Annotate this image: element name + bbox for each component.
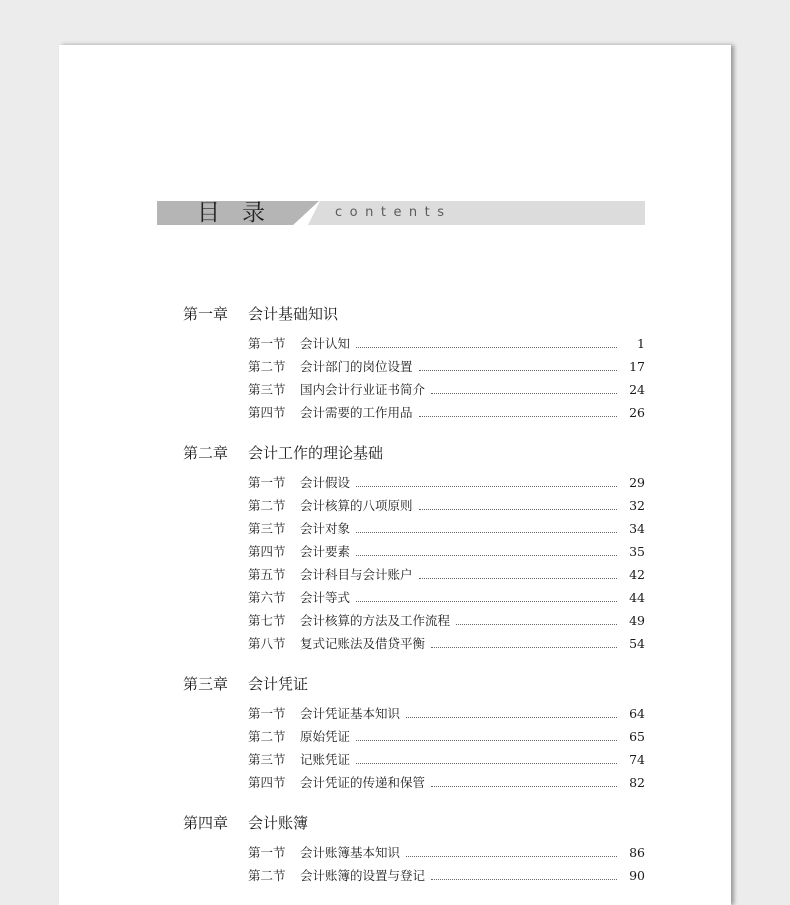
section-title: 会计部门的岗位设置 bbox=[300, 359, 413, 374]
toc-entry[interactable] bbox=[183, 609, 645, 632]
toc-entry[interactable] bbox=[183, 471, 645, 494]
toc-banner bbox=[157, 201, 645, 225]
toc-subtitle: contents bbox=[335, 205, 452, 220]
section-number: 第二节 bbox=[248, 729, 286, 744]
chapter-title: 会计基础知识 bbox=[248, 305, 339, 323]
section-title: 会计核算的方法及工作流程 bbox=[300, 613, 451, 628]
page-number: 49 bbox=[629, 613, 645, 628]
section-number: 第八节 bbox=[248, 636, 286, 651]
page-number: 17 bbox=[629, 359, 645, 374]
section-number: 第三节 bbox=[248, 521, 286, 536]
toc-entry[interactable] bbox=[183, 586, 645, 609]
section-title: 原始凭证 bbox=[300, 729, 351, 744]
section-title: 会计凭证基本知识 bbox=[300, 706, 401, 721]
section-number: 第五节 bbox=[248, 567, 286, 582]
section-number: 第二节 bbox=[248, 359, 286, 374]
page-number: 64 bbox=[629, 706, 645, 721]
section-title: 会计科目与会计账户 bbox=[300, 567, 413, 582]
page-number: 54 bbox=[629, 636, 645, 651]
chapter-block bbox=[183, 303, 645, 424]
section-title: 会计等式 bbox=[300, 590, 351, 605]
section-number: 第六节 bbox=[248, 590, 286, 605]
toc-entry[interactable] bbox=[183, 841, 645, 864]
chapter-heading[interactable] bbox=[183, 303, 645, 325]
page-number: 29 bbox=[629, 475, 645, 490]
section-number: 第七节 bbox=[248, 613, 286, 628]
section-number: 第一节 bbox=[248, 475, 286, 490]
section-number: 第三节 bbox=[248, 382, 286, 397]
dot-leader bbox=[431, 879, 617, 880]
table-of-contents bbox=[183, 303, 645, 905]
page-number: 82 bbox=[629, 775, 645, 790]
section-title: 会计认知 bbox=[300, 336, 351, 351]
toc-entry[interactable] bbox=[183, 355, 645, 378]
chapter-number: 第二章 bbox=[183, 444, 229, 462]
dot-leader bbox=[356, 555, 617, 556]
page-number: 32 bbox=[629, 498, 645, 513]
page-number: 24 bbox=[629, 382, 645, 397]
page-number: 26 bbox=[629, 405, 645, 420]
dot-leader bbox=[456, 624, 617, 625]
toc-entry[interactable] bbox=[183, 563, 645, 586]
dot-leader bbox=[419, 509, 617, 510]
page-number: 34 bbox=[629, 521, 645, 536]
section-title: 记账凭证 bbox=[300, 752, 351, 767]
page-number: 35 bbox=[629, 544, 645, 559]
chapter-title: 会计工作的理论基础 bbox=[248, 444, 384, 462]
toc-entry[interactable] bbox=[183, 401, 645, 424]
dot-leader bbox=[356, 347, 617, 348]
section-title: 会计账簿基本知识 bbox=[300, 845, 401, 860]
section-number: 第二节 bbox=[248, 868, 286, 883]
dot-leader bbox=[431, 647, 617, 648]
dot-leader bbox=[356, 532, 617, 533]
toc-entry[interactable] bbox=[183, 378, 645, 401]
section-number: 第一节 bbox=[248, 336, 286, 351]
dot-leader bbox=[419, 370, 617, 371]
dot-leader bbox=[356, 486, 617, 487]
toc-entry[interactable] bbox=[183, 748, 645, 771]
section-number: 第四节 bbox=[248, 544, 286, 559]
chapter-number: 第一章 bbox=[183, 305, 229, 323]
chapter-number: 第四章 bbox=[183, 814, 229, 832]
page-number: 65 bbox=[629, 729, 645, 744]
section-title: 复式记账法及借贷平衡 bbox=[300, 636, 426, 651]
dot-leader bbox=[406, 717, 617, 718]
section-title: 会计要素 bbox=[300, 544, 351, 559]
toc-entry[interactable] bbox=[183, 494, 645, 517]
dot-leader bbox=[419, 578, 617, 579]
dot-leader bbox=[431, 393, 617, 394]
section-title: 会计账簿的设置与登记 bbox=[300, 868, 426, 883]
section-number: 第四节 bbox=[248, 405, 286, 420]
toc-title: 目录 bbox=[197, 200, 287, 226]
section-number: 第一节 bbox=[248, 706, 286, 721]
section-title: 会计核算的八项原则 bbox=[300, 498, 413, 513]
toc-entry[interactable] bbox=[183, 540, 645, 563]
section-number: 第二节 bbox=[248, 498, 286, 513]
page-number: 74 bbox=[629, 752, 645, 767]
dot-leader bbox=[356, 601, 617, 602]
chapter-block bbox=[183, 812, 645, 887]
page-number: 90 bbox=[629, 868, 645, 883]
chapter-heading[interactable] bbox=[183, 673, 645, 695]
toc-entry[interactable] bbox=[183, 725, 645, 748]
page-number: 44 bbox=[629, 590, 645, 605]
chapter-title: 会计凭证 bbox=[248, 675, 309, 693]
section-title: 国内会计行业证书简介 bbox=[300, 382, 426, 397]
section-number: 第三节 bbox=[248, 752, 286, 767]
section-title: 会计凭证的传递和保管 bbox=[300, 775, 426, 790]
toc-entry[interactable] bbox=[183, 332, 645, 355]
section-number: 第一节 bbox=[248, 845, 286, 860]
toc-entry[interactable] bbox=[183, 864, 645, 887]
section-title: 会计假设 bbox=[300, 475, 351, 490]
document-page bbox=[59, 45, 731, 905]
section-title: 会计需要的工作用品 bbox=[300, 405, 413, 420]
chapter-heading[interactable] bbox=[183, 442, 645, 464]
dot-leader bbox=[356, 763, 617, 764]
section-number: 第四节 bbox=[248, 775, 286, 790]
toc-entry[interactable] bbox=[183, 632, 645, 655]
chapter-heading[interactable] bbox=[183, 812, 645, 834]
chapter-block bbox=[183, 673, 645, 794]
toc-entry[interactable] bbox=[183, 517, 645, 540]
page-number: 1 bbox=[637, 336, 645, 351]
dot-leader bbox=[356, 740, 617, 741]
section-title: 会计对象 bbox=[300, 521, 351, 536]
dot-leader bbox=[419, 416, 617, 417]
page-number: 42 bbox=[629, 567, 645, 582]
chapter-block bbox=[183, 442, 645, 655]
chapter-number: 第三章 bbox=[183, 675, 229, 693]
chapter-title: 会计账簿 bbox=[248, 814, 309, 832]
dot-leader bbox=[431, 786, 617, 787]
page-number: 86 bbox=[629, 845, 645, 860]
dot-leader bbox=[406, 856, 617, 857]
toc-entry[interactable] bbox=[183, 771, 645, 794]
toc-entry[interactable] bbox=[183, 702, 645, 725]
